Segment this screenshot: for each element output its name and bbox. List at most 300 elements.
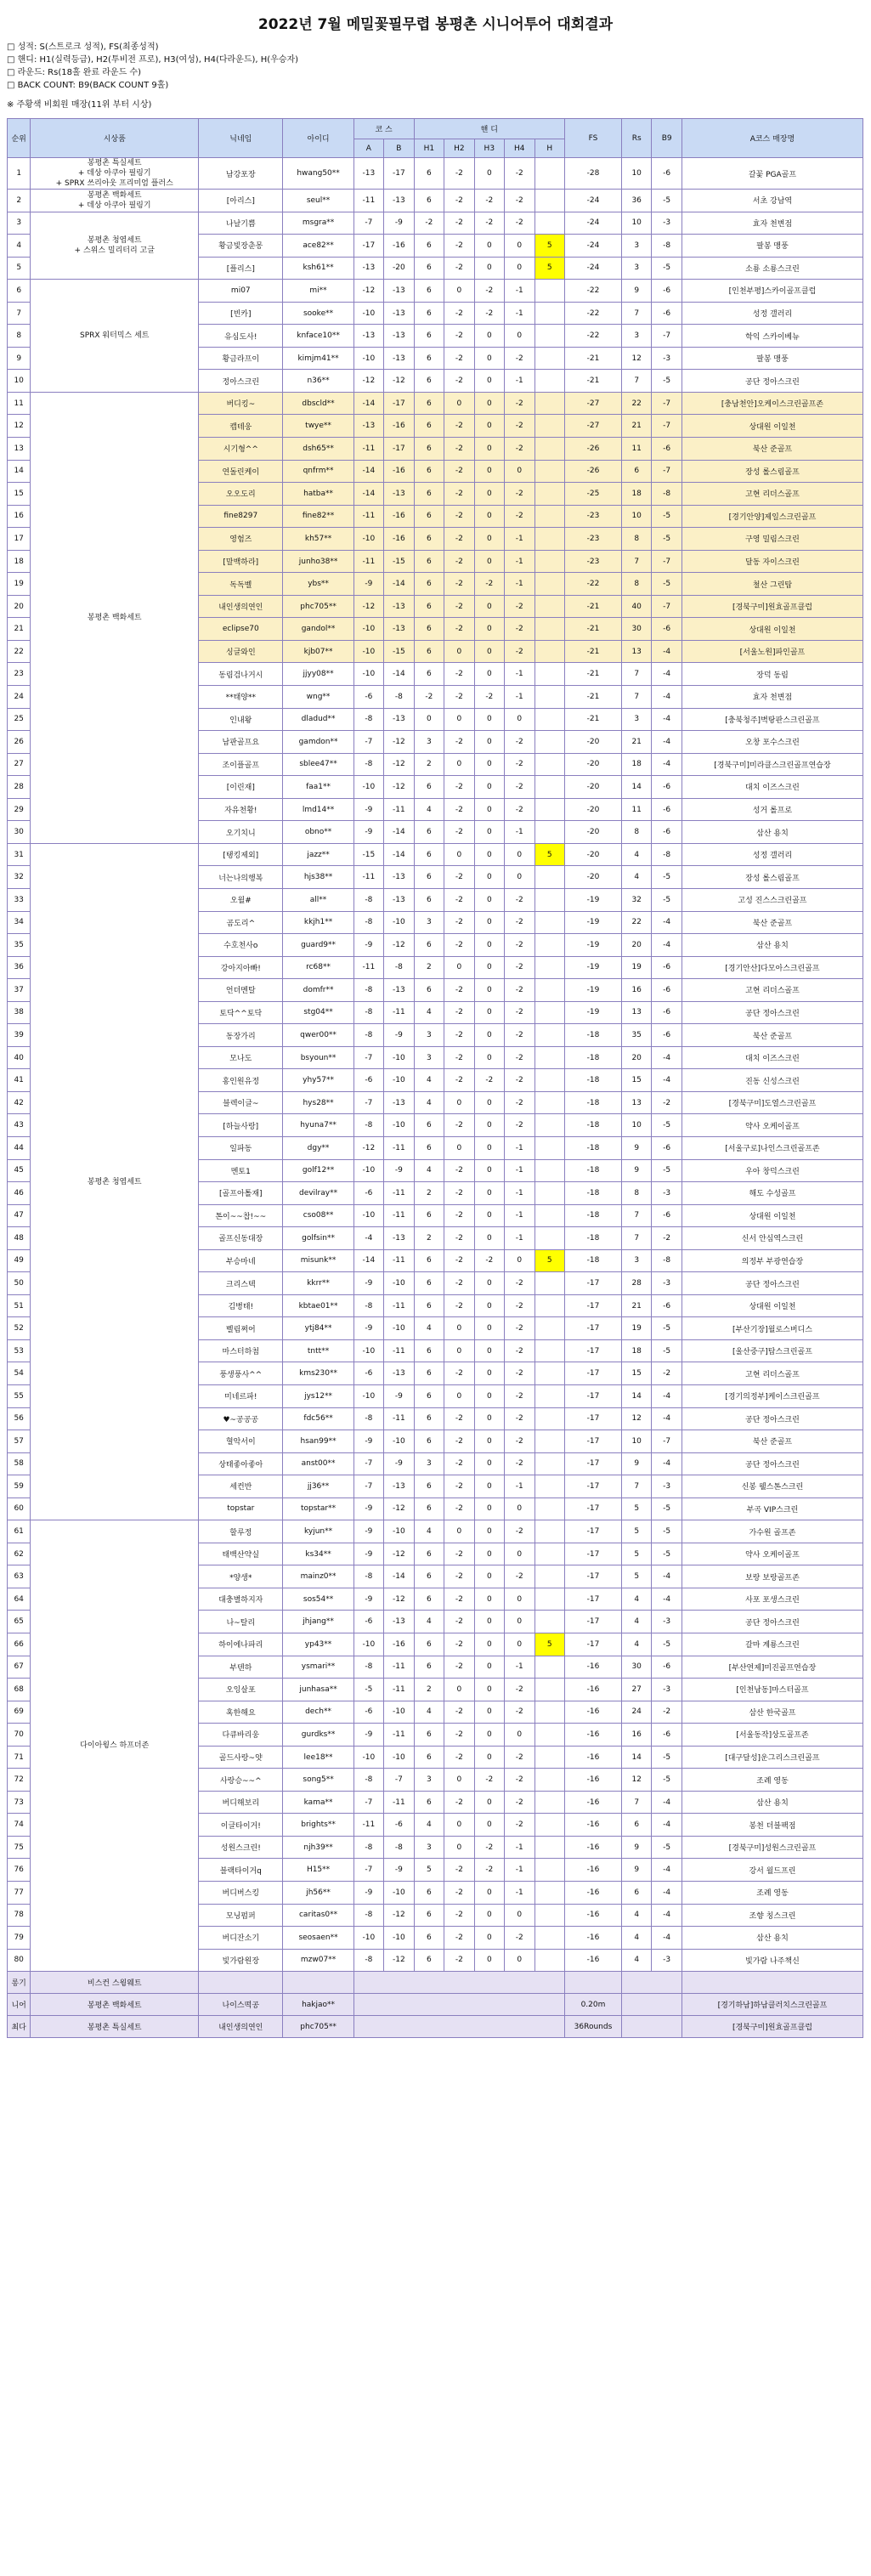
id-cell: lee18** (283, 1746, 353, 1769)
nick-cell: 연돌린케이 (199, 460, 283, 483)
id-cell: dech** (283, 1701, 353, 1724)
store-cell: 고성 진스스크린골프 (682, 888, 863, 911)
fs-cell: -18 (565, 1114, 622, 1137)
h-cell (534, 934, 564, 957)
b9-cell: -4 (652, 1565, 682, 1588)
b-cell: -8 (384, 1836, 414, 1859)
table-row (8, 392, 863, 415)
rs-cell: 8 (621, 1182, 651, 1205)
rank-cell: 27 (8, 753, 31, 776)
a-cell: -9 (353, 1588, 383, 1611)
h-cell: 5 (534, 843, 564, 866)
rs-cell: 7 (621, 550, 651, 573)
rs-cell: 18 (621, 483, 651, 506)
nick-cell: 내인생의연인 (199, 595, 283, 618)
header-nick: 닉네임 (199, 119, 283, 158)
award-cell: 봉평촌 백화세트 + 데상 아쿠아 필링기 (31, 190, 199, 212)
rs-cell: 5 (621, 1565, 651, 1588)
h3-cell: -2 (474, 190, 504, 212)
id-cell: njh39** (283, 1836, 353, 1859)
id-cell: all** (283, 888, 353, 911)
store-cell: 고현 리더스골프 (682, 483, 863, 506)
h3-cell: 0 (474, 866, 504, 889)
rank-cell: 79 (8, 1927, 31, 1950)
id-cell: junhasa** (283, 1679, 353, 1701)
award-prize-cell: 비스컨 스윙웨트 (31, 1972, 199, 1994)
nick-cell: 블랙타이거q (199, 1859, 283, 1882)
b-cell: -10 (384, 1701, 414, 1724)
h1-cell: 6 (414, 550, 444, 573)
id-cell: hjs38** (283, 866, 353, 889)
h-cell: 5 (534, 1249, 564, 1272)
h1-cell: 6 (414, 1114, 444, 1137)
fs-cell: -16 (565, 1724, 622, 1747)
note-rounds: □ 라운드: Rs(18홀 완료 라운드 수) (7, 68, 141, 77)
h3-cell: 0 (474, 1475, 504, 1498)
rank-cell: 11 (8, 392, 31, 415)
a-cell: -12 (353, 1136, 383, 1159)
store-cell: 약사 오케이골프 (682, 1114, 863, 1137)
fs-cell: -17 (565, 1565, 622, 1588)
record-cell: 36Rounds (565, 2016, 622, 2038)
h1-cell: 6 (414, 505, 444, 528)
b9-cell: -5 (652, 257, 682, 280)
h4-cell: -2 (505, 505, 534, 528)
b-cell: -11 (384, 1656, 414, 1679)
store-cell: [경북구미]미라클스크린골프연습장 (682, 753, 863, 776)
fs-cell: -18 (565, 1136, 622, 1159)
h1-cell: 6 (414, 776, 444, 799)
rank-cell: 60 (8, 1497, 31, 1520)
store-cell: 조례 영동 (682, 1882, 863, 1905)
b-cell: -10 (384, 1046, 414, 1069)
store-cell: 성정 갤러리 (682, 302, 863, 325)
store-cell: 봉천 더블팩점 (682, 1814, 863, 1837)
rs-cell: 15 (621, 1362, 651, 1385)
h2-cell: -2 (444, 1001, 474, 1024)
b-cell: -13 (384, 888, 414, 911)
rs-cell: 18 (621, 753, 651, 776)
h4-cell: -1 (505, 1182, 534, 1205)
h1-cell: 6 (414, 1904, 444, 1927)
fs-cell: -17 (565, 1362, 622, 1385)
rs-cell: 7 (621, 663, 651, 686)
h2-cell: -2 (444, 1588, 474, 1611)
h4-cell: 0 (505, 866, 534, 889)
a-cell: -9 (353, 1724, 383, 1747)
h-cell (534, 1836, 564, 1859)
h-cell (534, 1204, 564, 1227)
header-award: 시상품 (31, 119, 199, 158)
h1-cell: 6 (414, 1633, 444, 1656)
a-cell: -7 (353, 731, 383, 754)
store-cell: [서울노원]파인골프 (682, 640, 863, 663)
h3-cell: 0 (474, 843, 504, 866)
rs-cell: 15 (621, 1069, 651, 1092)
h1-cell: 6 (414, 979, 444, 1002)
h1-cell: 6 (414, 595, 444, 618)
h2-cell: -2 (444, 505, 474, 528)
nick-cell: 남강포장 (199, 158, 283, 190)
rs-cell: 3 (621, 1249, 651, 1272)
h4-cell: -2 (505, 640, 534, 663)
h1-cell: 4 (414, 1159, 444, 1182)
nick-cell: 골드사랑~얏 (199, 1746, 283, 1769)
store-cell: 장덕 동림 (682, 663, 863, 686)
b9-cell: -8 (652, 843, 682, 866)
store-cell: 빛가람 나주책신 (682, 1949, 863, 1972)
h2-cell: 0 (444, 956, 474, 979)
h4-cell: 0 (505, 708, 534, 731)
h4-cell: -1 (505, 686, 534, 709)
h4-cell: -2 (505, 1679, 534, 1701)
fs-cell: -21 (565, 708, 622, 731)
store-cell: 공단 정아스크린 (682, 370, 863, 393)
h3-cell: 0 (474, 1362, 504, 1385)
b-cell: -12 (384, 1949, 414, 1972)
id-cell: stg04** (283, 1001, 353, 1024)
rs-cell: 5 (621, 1543, 651, 1565)
h2-cell: -2 (444, 438, 474, 461)
store-cell: 삼산 용치 (682, 821, 863, 844)
h3-cell: -2 (474, 573, 504, 596)
fs-cell: -25 (565, 483, 622, 506)
store-cell: [충북청주]벽탕판스크린골프 (682, 708, 863, 731)
a-cell: -10 (353, 1633, 383, 1656)
h2-cell: -2 (444, 347, 474, 370)
h4-cell: -2 (505, 1407, 534, 1430)
id-cell: seul** (283, 190, 353, 212)
h3-cell: 0 (474, 1001, 504, 1024)
rs-cell: 10 (621, 158, 651, 190)
h4-cell: -1 (505, 1836, 534, 1859)
h3-cell: 0 (474, 1679, 504, 1701)
nick-cell: 세컨반 (199, 1475, 283, 1498)
h2-cell: -2 (444, 911, 474, 934)
h4-cell: 0 (505, 325, 534, 348)
store-cell: 진동 신성스크린 (682, 1069, 863, 1092)
h2-cell: 0 (444, 280, 474, 303)
h3-cell: -2 (474, 1836, 504, 1859)
id-cell: dbscld** (283, 392, 353, 415)
b-cell: -12 (384, 776, 414, 799)
nick-cell: [플리스] (199, 257, 283, 280)
nick-cell: 벨림쩌어 (199, 1317, 283, 1340)
store-cell: 소룡 소룡스크린 (682, 257, 863, 280)
store-cell: 공단 정아스크린 (682, 1452, 863, 1475)
table-row (8, 1520, 863, 1543)
nick-cell: [골프아톨재] (199, 1182, 283, 1205)
store-cell: 북산 준골프 (682, 911, 863, 934)
rank-cell: 7 (8, 302, 31, 325)
b9-cell: -5 (652, 1769, 682, 1792)
b9-cell: -5 (652, 1339, 682, 1362)
b9-cell: -5 (652, 505, 682, 528)
h4-cell: -2 (505, 911, 534, 934)
b9-cell: -4 (652, 1882, 682, 1905)
rank-cell: 74 (8, 1814, 31, 1837)
store-cell: [경기안산]다모아스크린골프 (682, 956, 863, 979)
b-cell: -16 (384, 460, 414, 483)
b-cell: -10 (384, 1520, 414, 1543)
b-cell: -11 (384, 1136, 414, 1159)
h2-cell: -2 (444, 1475, 474, 1498)
note-handicap: □ 핸디: H1(실력등급), H2(투비전 프로), H3(여성), H4(다라운드), H(우승자) (7, 55, 299, 65)
h-cell (534, 1769, 564, 1792)
h3-cell: 0 (474, 528, 504, 551)
h1-cell: 6 (414, 1362, 444, 1385)
h3-cell: 0 (474, 753, 504, 776)
h1-cell: 2 (414, 956, 444, 979)
h2-cell: -2 (444, 1497, 474, 1520)
id-cell: domfr** (283, 979, 353, 1002)
fs-cell: -17 (565, 1294, 622, 1317)
h3-cell: 0 (474, 1882, 504, 1905)
rs-cell: 4 (621, 1904, 651, 1927)
store-cell: 상대원 이일천 (682, 1204, 863, 1227)
rs-cell: 7 (621, 370, 651, 393)
h-cell (534, 866, 564, 889)
h4-cell: -2 (505, 212, 534, 235)
b9-cell: -6 (652, 1024, 682, 1047)
b-cell: -14 (384, 663, 414, 686)
rs-cell: 7 (621, 686, 651, 709)
h2-cell: 0 (444, 640, 474, 663)
rs-cell: 13 (621, 1001, 651, 1024)
h4-cell: -2 (505, 1339, 534, 1362)
id-cell: n36** (283, 370, 353, 393)
b-cell: -13 (384, 618, 414, 641)
id-cell: sos54** (283, 1588, 353, 1611)
rank-cell: 54 (8, 1362, 31, 1385)
b9-cell: -5 (652, 528, 682, 551)
id-cell: sblee47** (283, 753, 353, 776)
h1-cell: 6 (414, 1249, 444, 1272)
rank-cell: 2 (8, 190, 31, 212)
b-cell: -13 (384, 1362, 414, 1385)
h2-cell: -2 (444, 1249, 474, 1272)
b9-cell: -7 (652, 1430, 682, 1453)
nick-cell: 동림검나거시 (199, 663, 283, 686)
h3-cell: 0 (474, 911, 504, 934)
h2-cell: -2 (444, 1565, 474, 1588)
h4-cell: -1 (505, 1859, 534, 1882)
b-cell: -11 (384, 1407, 414, 1430)
rs-cell: 3 (621, 257, 651, 280)
a-cell: -14 (353, 1249, 383, 1272)
h3-cell: 0 (474, 1407, 504, 1430)
h1-cell: 6 (414, 1927, 444, 1950)
h2-cell: -2 (444, 1701, 474, 1724)
h-cell (534, 212, 564, 235)
a-cell: -9 (353, 798, 383, 821)
h-cell (534, 347, 564, 370)
h-cell (534, 370, 564, 393)
a-cell: -6 (353, 1611, 383, 1633)
rs-cell: 5 (621, 1520, 651, 1543)
winner-id-cell (283, 1972, 353, 1994)
id-cell: faa1** (283, 776, 353, 799)
rs-cell: 7 (621, 302, 651, 325)
b9-cell: -6 (652, 1724, 682, 1747)
id-cell: jj36** (283, 1475, 353, 1498)
rs-cell: 40 (621, 595, 651, 618)
award-type-cell: 최다 (8, 2016, 31, 2038)
h3-cell: 0 (474, 1520, 504, 1543)
a-cell: -13 (353, 325, 383, 348)
store-cell: 우아 창덕스크린 (682, 1159, 863, 1182)
fs-cell: -26 (565, 438, 622, 461)
b9-cell: -4 (652, 1046, 682, 1069)
h3-cell: 0 (474, 888, 504, 911)
nick-cell: 버디해보리 (199, 1791, 283, 1814)
rs-cell: 22 (621, 392, 651, 415)
rs-cell: 24 (621, 1701, 651, 1724)
h2-cell: -2 (444, 1611, 474, 1633)
table-row (8, 158, 863, 190)
h3-cell: 0 (474, 392, 504, 415)
rank-cell: 68 (8, 1679, 31, 1701)
rank-cell: 80 (8, 1949, 31, 1972)
h1-cell: 4 (414, 798, 444, 821)
fs-cell: -22 (565, 573, 622, 596)
h3-cell: 0 (474, 618, 504, 641)
fs-cell: -20 (565, 821, 622, 844)
h4-cell: -2 (505, 438, 534, 461)
nick-cell: 황금라프이 (199, 347, 283, 370)
h2-cell: -2 (444, 1724, 474, 1747)
store-cell: 철산 그린탑 (682, 573, 863, 596)
fs-cell: -19 (565, 888, 622, 911)
b9-cell: -6 (652, 1001, 682, 1024)
h1-cell: 6 (414, 347, 444, 370)
rs-cell: 27 (621, 1679, 651, 1701)
b-cell: -9 (384, 1159, 414, 1182)
h3-cell: 0 (474, 1294, 504, 1317)
b-cell: -16 (384, 235, 414, 258)
rank-cell: 45 (8, 1159, 31, 1182)
id-cell: fdc56** (283, 1407, 353, 1430)
h1-cell: 6 (414, 1724, 444, 1747)
h-cell (534, 1520, 564, 1543)
b9-cell: -6 (652, 1204, 682, 1227)
rs-cell: 4 (621, 1927, 651, 1950)
h1-cell: 6 (414, 1204, 444, 1227)
h1-cell: -2 (414, 686, 444, 709)
nick-cell: [이린재] (199, 776, 283, 799)
h1-cell: 6 (414, 158, 444, 190)
store-cell: 달동 자이스크린 (682, 550, 863, 573)
header-b: B (384, 139, 414, 158)
id-cell: kbtae01** (283, 1294, 353, 1317)
rank-cell: 21 (8, 618, 31, 641)
a-cell: -8 (353, 1294, 383, 1317)
store-cell: 강서 월드프린 (682, 1859, 863, 1882)
b9-cell: -4 (652, 1927, 682, 1950)
table-row (8, 190, 863, 212)
rs-cell: 6 (621, 1882, 651, 1905)
h3-cell: 0 (474, 640, 504, 663)
store-cell: 공단 정아스크린 (682, 1611, 863, 1633)
h4-cell: -2 (505, 1746, 534, 1769)
h-cell (534, 979, 564, 1002)
id-cell: mzw07** (283, 1949, 353, 1972)
id-cell: fine82** (283, 505, 353, 528)
h2-cell: -2 (444, 1227, 474, 1250)
b9-cell: -6 (652, 1656, 682, 1679)
nick-cell: 유심도사! (199, 325, 283, 348)
b9-cell: -3 (652, 1611, 682, 1633)
id-cell: hatba** (283, 483, 353, 506)
id-cell: H15** (283, 1859, 353, 1882)
award-cell: 봉평촌 백화세트 (31, 392, 199, 843)
b-cell: -11 (384, 1339, 414, 1362)
store-cell: 공단 정아스크린 (682, 1001, 863, 1024)
page-title: 2022년 7월 메밀꽃필무렵 봉평촌 시니어투어 대회결과 (257, 16, 614, 33)
h1-cell: 4 (414, 1701, 444, 1724)
h2-cell: -2 (444, 550, 474, 573)
b-cell: -12 (384, 370, 414, 393)
nick-cell: 하이에나파리 (199, 1633, 283, 1656)
fs-cell: -17 (565, 1497, 622, 1520)
rs-cell: 14 (621, 1746, 651, 1769)
fs-cell: -18 (565, 1227, 622, 1250)
a-cell: -9 (353, 1317, 383, 1340)
b-cell: -12 (384, 1497, 414, 1520)
h1-cell: 6 (414, 1339, 444, 1362)
id-cell: golfsin** (283, 1227, 353, 1250)
fs-cell: -16 (565, 1769, 622, 1792)
rank-cell: 70 (8, 1724, 31, 1747)
id-cell: hyuna7** (283, 1114, 353, 1137)
header-h4: H4 (505, 139, 534, 158)
fs-cell: -16 (565, 1882, 622, 1905)
b-cell: -16 (384, 528, 414, 551)
h2-cell: 0 (444, 1814, 474, 1837)
h4-cell: -2 (505, 753, 534, 776)
b9-cell: -7 (652, 325, 682, 348)
h3-cell: 0 (474, 1046, 504, 1069)
nick-cell: 사랑승~~^ (199, 1769, 283, 1792)
b9-cell: -3 (652, 1949, 682, 1972)
rs-cell: 4 (621, 1633, 651, 1656)
a-cell: -13 (353, 415, 383, 438)
h2-cell: -2 (444, 663, 474, 686)
id-cell: jjyy08** (283, 663, 353, 686)
b-cell: -13 (384, 1227, 414, 1250)
rank-cell: 77 (8, 1882, 31, 1905)
h2-cell: -2 (444, 573, 474, 596)
rs-cell: 3 (621, 235, 651, 258)
rs-cell: 28 (621, 1272, 651, 1295)
fs-cell: -21 (565, 640, 622, 663)
id-cell: ks34** (283, 1543, 353, 1565)
h3-cell: 0 (474, 1024, 504, 1047)
b9-cell: -4 (652, 1904, 682, 1927)
nick-cell: 톤이~~찹!~~ (199, 1204, 283, 1227)
h-cell (534, 1656, 564, 1679)
h3-cell: 0 (474, 1543, 504, 1565)
h3-cell: 0 (474, 1159, 504, 1182)
store-cell: 가수원 골프존 (682, 1520, 863, 1543)
nick-cell: 토닥^^토닥 (199, 1001, 283, 1024)
id-cell: dladud** (283, 708, 353, 731)
legend-notes (7, 41, 871, 111)
store-cell: [서울구로]나인스크린골프존 (682, 1136, 863, 1159)
b-cell: -11 (384, 1294, 414, 1317)
h-cell (534, 302, 564, 325)
rs-cell: 7 (621, 1475, 651, 1498)
